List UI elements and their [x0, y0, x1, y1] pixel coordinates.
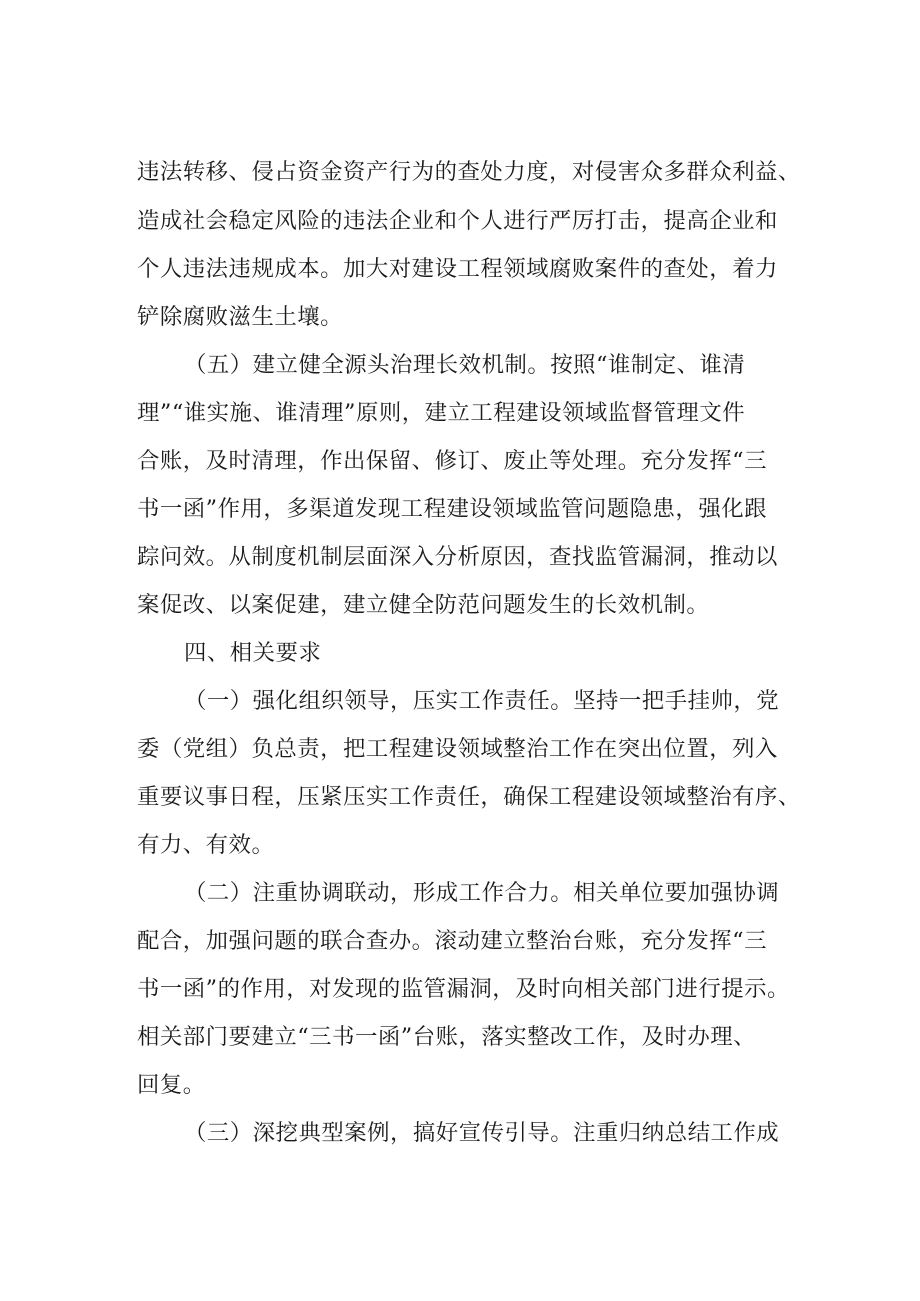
text-line: 合账，及时清理，作出保留、修订、废止等处理。充分发挥“三 — [137, 448, 767, 474]
text-line: 案促改、以案促建，建立健全防范问题发生的长效机制。 — [137, 592, 710, 618]
section-heading-1: （一）强化组织领导，压实工作责任。坚持一把手挂帅，党 — [184, 688, 780, 714]
text-line: 重要议事日程，压紧压实工作责任，确保工程建设领域整治有序、 — [137, 784, 801, 810]
text-line: 个人违法违规成本。加大对建设工程领域腐败案件的查处，着力 — [137, 256, 778, 282]
text-line: 书一函”作用，多渠道发现工程建设领域监管问题隐患，强化跟 — [137, 496, 767, 522]
text-line: 铲除腐败滋生土壤。 — [137, 304, 344, 330]
text-line: 有力、有效。 — [137, 832, 275, 858]
section-heading-four: 四、相关要求 — [184, 640, 322, 666]
section-heading-2: （二）注重协调联动，形成工作合力。相关单位要加强协调 — [184, 880, 780, 906]
text-line: 造成社会稳定风险的违法企业和个人进行严厉打击，提高企业和 — [137, 208, 778, 234]
text-line: 违法转移、侵占资金资产行为的查处力度，对侵害众多群众利益、 — [137, 159, 801, 185]
text-line: 委（党组）负总责，把工程建设领域整治工作在突出位置，列入 — [137, 736, 778, 762]
text-line: 踪问效。从制度机制层面深入分析原因，查找监管漏洞，推动以 — [137, 544, 778, 570]
text-line: 相关部门要建立“三书一函”台账，落实整改工作，及时办理、 — [137, 1024, 757, 1050]
text-line: 书一函”的作用，对发现的监管漏洞，及时向相关部门进行提示。 — [137, 976, 790, 1002]
section-heading-3: （三）深挖典型案例，搞好宣传引导。注重归纳总结工作成 — [184, 1120, 780, 1146]
section-heading-5: （五）建立健全源头治理长效机制。按照“谁制定、谁清 — [184, 352, 746, 378]
text-line: 回复。 — [137, 1072, 206, 1098]
text-line: 理”“谁实施、谁清理”原则，建立工程建设领域监督管理文件 — [137, 400, 746, 426]
text-line: 配合，加强问题的联合查办。滚动建立整治台账，充分发挥“三 — [137, 928, 767, 954]
